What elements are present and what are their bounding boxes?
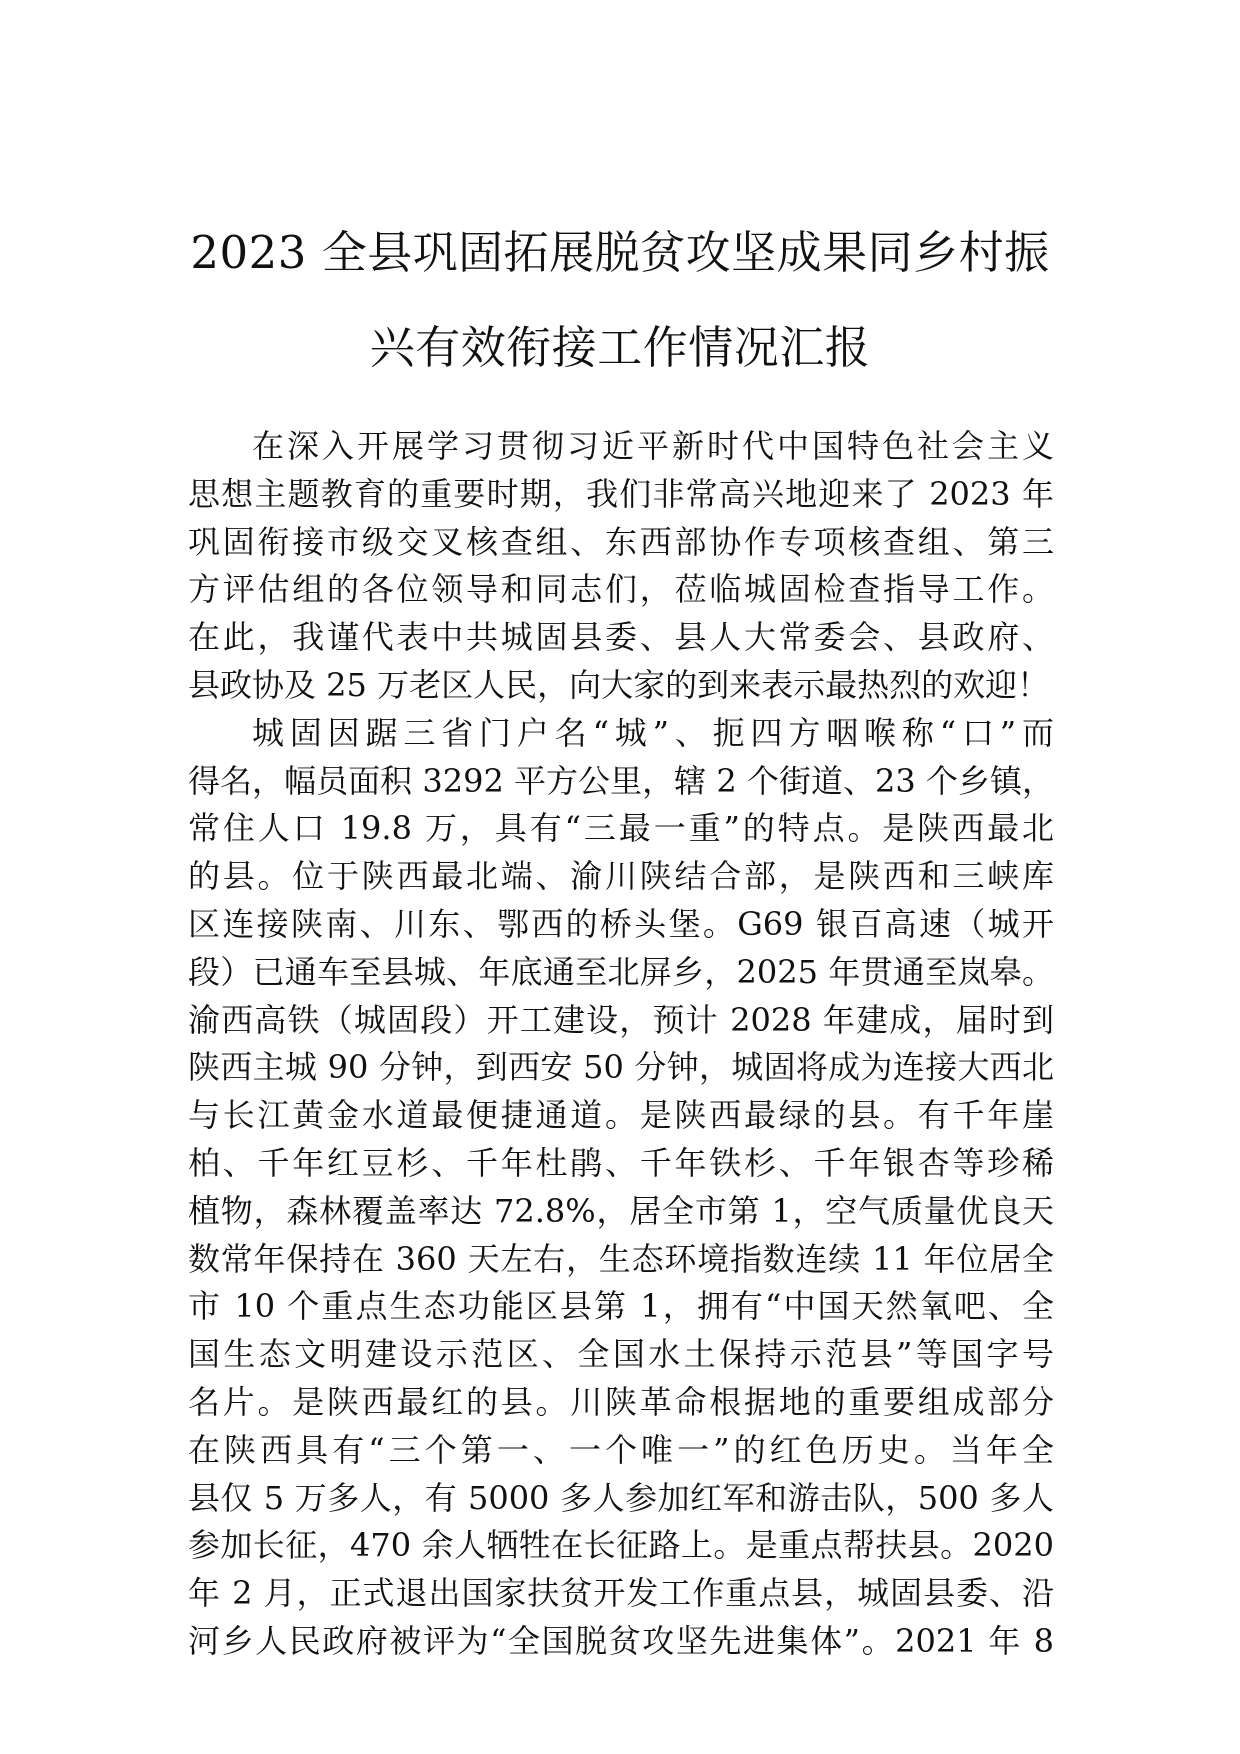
body-line: 县政协及 25 万老区人民，向大家的到来表示最热烈的欢迎！: [188, 665, 1050, 704]
document-title-line-2: 兴有效衔接工作情况汇报: [369, 321, 871, 374]
body-line: 年 2 月，正式退出国家扶贫开发工作重点县，城固县委、沿: [188, 1574, 1054, 1613]
document-body: [188, 423, 1054, 1666]
body-line: 巩固衔接市级交叉核查组、东西部协作专项核查组、第三: [188, 522, 1054, 561]
body-line: 城固因踞三省门户名“城”、扼四方咽喉称“口”而: [252, 713, 1054, 752]
document-title-line-1: 2023 全县巩固拓展脱贫攻坚成果同乡村振: [190, 226, 1050, 279]
body-line: 与长江黄金水道最便捷通道。是陕西最绿的县。有千年崖: [188, 1096, 1054, 1135]
body-line: 陕西主城 90 分钟，到西安 50 分钟，城固将成为连接大西北: [188, 1048, 1054, 1087]
body-line: 思想主题教育的重要时期，我们非常高兴地迎来了 2023 年: [188, 474, 1054, 513]
body-line: 市 10 个重点生态功能区县第 1，拥有“中国天然氧吧、全: [188, 1287, 1054, 1326]
body-line: 段）已通车至县城、年底通至北屏乡，2025 年贯通至岚皋。: [188, 952, 1054, 991]
body-line: 县仅 5 万多人，有 5000 多人参加红军和游击队，500 多人: [188, 1478, 1054, 1517]
body-line: 植物，森林覆盖率达 72.8%，居全市第 1，空气质量优良天: [188, 1191, 1054, 1230]
body-line: 的县。位于陕西最北端、渝川陕结合部，是陕西和三峡库: [188, 857, 1054, 896]
body-line: 区连接陕南、川东、鄂西的桥头堡。G69 银百高速（城开: [188, 904, 1054, 943]
body-line: 名片。是陕西最红的县。川陕革命根据地的重要组成部分: [188, 1382, 1054, 1421]
body-line: 方评估组的各位领导和同志们，莅临城固检查指导工作。: [188, 570, 1054, 609]
body-line: 在陕西具有“三个第一、一个唯一”的红色历史。当年全: [188, 1430, 1054, 1469]
body-line: 河乡人民政府被评为“全国脱贫攻坚先进集体”。2021 年 8: [188, 1621, 1054, 1660]
document-title: [170, 205, 1070, 395]
body-line: 常住人口 19.8 万，具有“三最一重”的特点。是陕西最北: [188, 809, 1054, 848]
body-line: 数常年保持在 360 天左右，生态环境指数连续 11 年位居全: [188, 1239, 1054, 1278]
body-line: 国生态文明建设示范区、全国水土保持示范县”等国字号: [188, 1335, 1054, 1374]
body-line: 柏、千年红豆杉、千年杜鹃、千年铁杉、千年银杏等珍稀: [188, 1143, 1054, 1182]
body-line: 参加长征，470 余人牺牲在长征路上。是重点帮扶县。2020: [188, 1526, 1054, 1565]
body-line: 得名，幅员面积 3292 平方公里，辖 2 个街道、23 个乡镇，: [188, 761, 1054, 800]
body-line: 在深入开展学习贯彻习近平新时代中国特色社会主义: [252, 427, 1054, 465]
body-line: 在此，我谨代表中共城固县委、县人大常委会、县政府、: [188, 618, 1054, 657]
body-line: 渝西高铁（城固段）开工建设，预计 2028 年建成，届时到: [188, 1000, 1054, 1039]
